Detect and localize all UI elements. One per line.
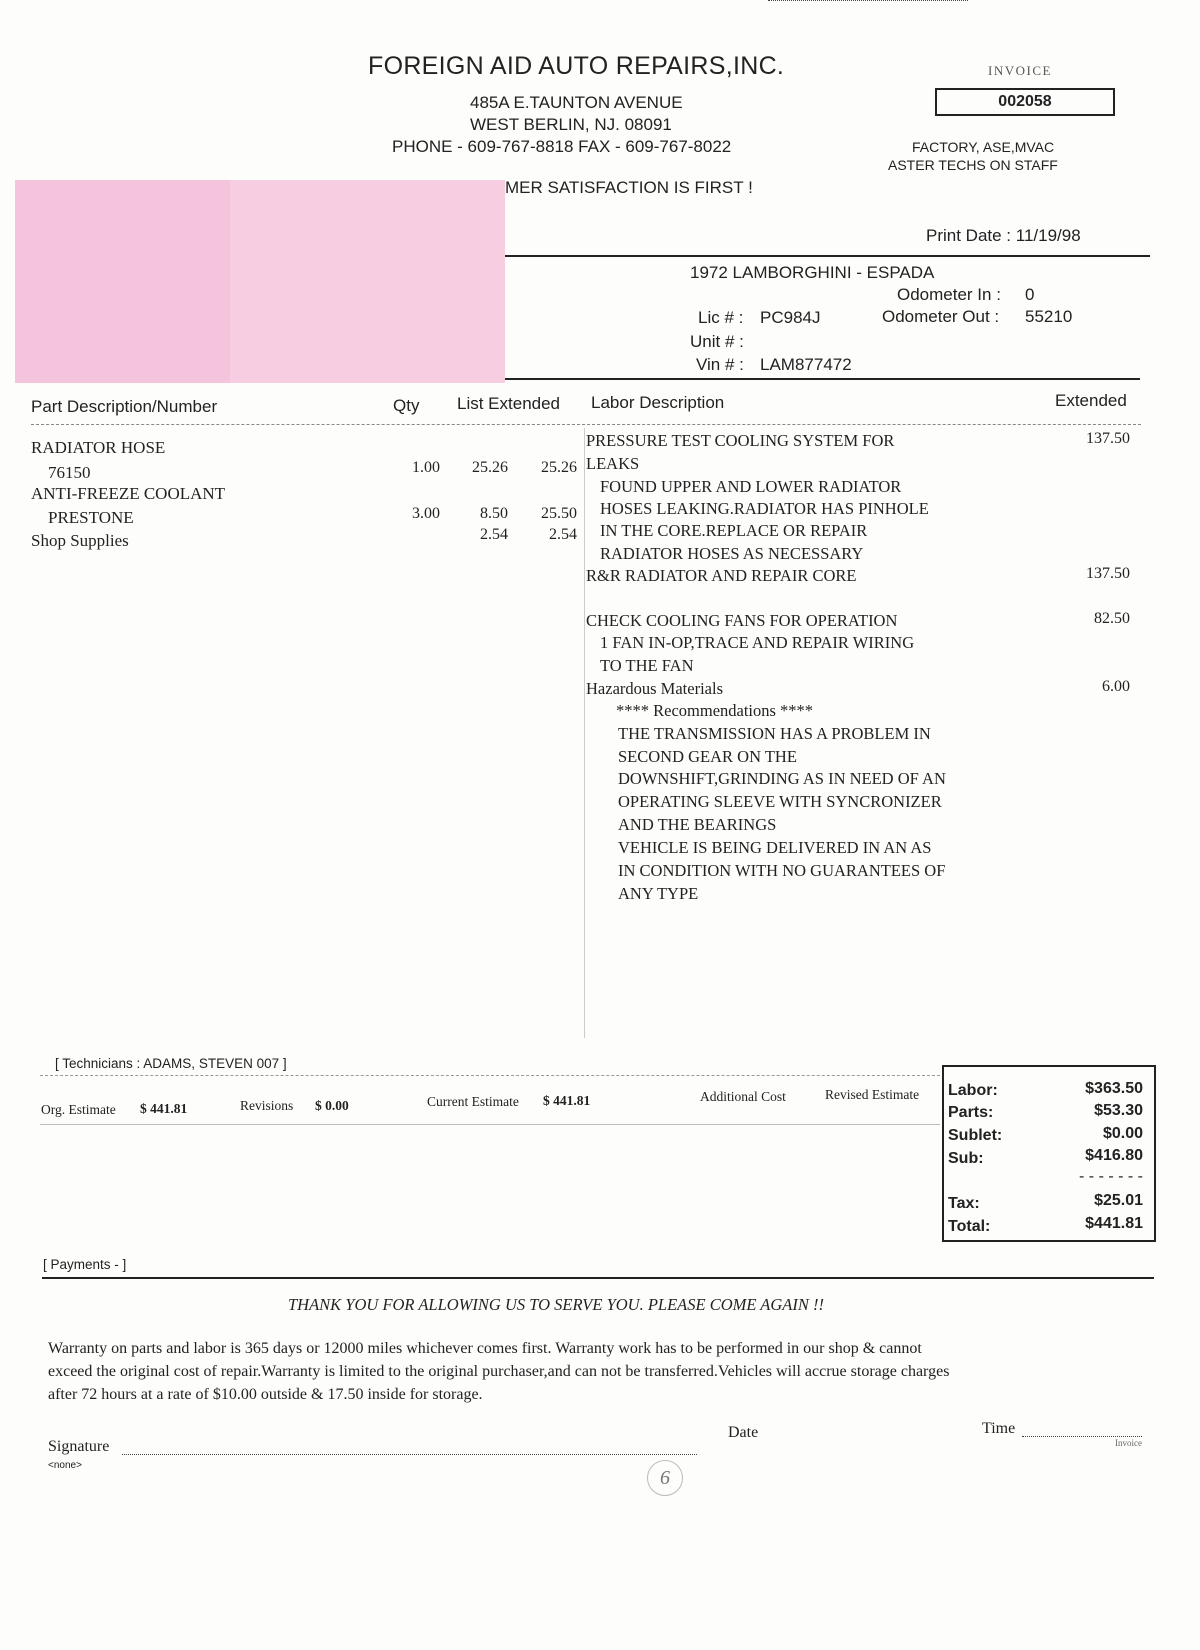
signature-none: <none>	[48, 1460, 82, 1471]
parts-total-label: Parts:	[948, 1104, 994, 1121]
warranty-line-1: Warranty on parts and labor is 365 days or 12000 miles whichever comes first. Warranty work has to be performed in our shop & cannot	[48, 1340, 922, 1357]
part-2-number: PRESTONE	[48, 508, 134, 527]
factory-line-1: FACTORY, ASE,MVAC	[912, 139, 1055, 155]
current-estimate-label: Current Estimate	[427, 1094, 519, 1109]
signature-label: Signature	[48, 1438, 110, 1455]
recommendation-line: OPERATING SLEEVE WITH SYNCRONIZER	[618, 792, 942, 811]
revisions-label: Revisions	[240, 1098, 294, 1113]
address-line-2: WEST BERLIN, NJ. 08091	[470, 115, 672, 134]
odometer-out-label: Odometer Out :	[882, 307, 1000, 326]
labor-line: LEAKS	[586, 454, 640, 473]
sublet-total-value: $0.00	[1102, 1125, 1143, 1142]
factory-line-2: ASTER TECHS ON STAFF	[888, 157, 1058, 173]
invoice-label: INVOICE	[988, 63, 1052, 78]
part-1-list: 25.26	[472, 459, 508, 476]
sub-total-label: Sub:	[948, 1150, 984, 1167]
address-line-1: 485A E.TAUNTON AVENUE	[470, 93, 683, 112]
odometer-out-value: 55210	[1025, 307, 1073, 326]
estimate-rule	[40, 1124, 940, 1125]
labor-line: R&R RADIATOR AND REPAIR CORE	[586, 566, 857, 585]
page-mark: Invoice	[1115, 1438, 1142, 1448]
org-estimate-label: Org. Estimate	[41, 1102, 116, 1117]
warranty-line-2: exceed the original cost of repair.Warranty is limited to the original purchaser,and can not be transferred.Vehicles will accrue storage charges	[48, 1363, 950, 1380]
technicians: [ Technicians : ADAMS, STEVEN 007 ]	[55, 1056, 287, 1071]
col-qty: Qty	[393, 396, 420, 415]
warranty-line-3: after 72 hours at a rate of $10.00 outside & 17.50 inside for storage.	[48, 1386, 483, 1403]
labor-line: PRESSURE TEST COOLING SYSTEM FOR	[586, 431, 895, 450]
labor-total-value: $363.50	[1085, 1080, 1143, 1097]
technicians-rule	[40, 1075, 940, 1076]
labor-extended-3: 82.50	[1094, 610, 1130, 627]
vehicle-divider	[505, 378, 1140, 380]
unit-label: Unit # :	[690, 332, 744, 351]
payments: [ Payments - ]	[43, 1257, 127, 1272]
part-2-description: ANTI-FREEZE COOLANT	[31, 484, 226, 503]
revised-estimate-label: Revised Estimate	[825, 1087, 920, 1102]
vin-value: LAM877472	[760, 355, 852, 374]
labor-line: FOUND UPPER AND LOWER RADIATOR	[600, 477, 902, 496]
time-line	[1022, 1436, 1142, 1437]
slogan: MER SATISFACTION IS FIRST !	[505, 178, 753, 197]
vehicle-model: 1972 LAMBORGHINI - ESPADA	[690, 263, 935, 282]
part-3-extended: 2.54	[549, 526, 577, 543]
labor-extended-2: 137.50	[1086, 565, 1130, 582]
sublet-total-label: Sublet:	[948, 1127, 1003, 1144]
date-line	[768, 0, 968, 1]
payments-rule	[42, 1277, 1154, 1279]
recommendation-line: SECOND GEAR ON THE	[618, 747, 797, 766]
odometer-in-label: Odometer In :	[897, 285, 1001, 304]
labor-extended-4: 6.00	[1102, 678, 1130, 695]
tax-label: Tax:	[948, 1195, 980, 1212]
labor-total-label: Labor:	[948, 1082, 998, 1099]
sub-total-value: $416.80	[1085, 1147, 1143, 1164]
part-1-qty: 1.00	[412, 459, 440, 476]
tax-value: $25.01	[1094, 1192, 1143, 1209]
invoice-number: 002058	[935, 88, 1115, 116]
part-2-extended: 25.50	[541, 505, 577, 522]
labor-line: IN THE CORE.REPLACE OR REPAIR	[600, 521, 868, 540]
labor-line: Hazardous Materials	[586, 679, 723, 698]
labor-extended-1: 137.50	[1086, 430, 1130, 447]
part-1-extended: 25.26	[541, 459, 577, 476]
labor-line: 1 FAN IN-OP,TRACE AND REPAIR WIRING	[600, 633, 915, 652]
time-label: Time	[982, 1420, 1016, 1437]
part-2-list: 8.50	[480, 505, 508, 522]
print-date: Print Date : 11/19/98	[926, 226, 1081, 245]
recommendations-heading: **** Recommendations ****	[616, 701, 814, 720]
part-3-description: Shop Supplies	[31, 531, 129, 550]
labor-line: TO THE FAN	[600, 656, 694, 675]
handwritten-page-number: 6	[647, 1460, 683, 1496]
revisions-value: $ 0.00	[315, 1098, 349, 1113]
org-estimate-value: $ 441.81	[140, 1101, 188, 1116]
vin-label: Vin # :	[696, 355, 744, 374]
totals-divider: - - - - - - -	[1079, 1168, 1143, 1185]
labor-line: CHECK COOLING FANS FOR OPERATION	[586, 611, 898, 630]
recommendation-line: DOWNSHIFT,GRINDING AS IN NEED OF AN	[618, 769, 946, 788]
recommendation-line: AND THE BEARINGS	[618, 815, 777, 834]
col-list-extended: List Extended	[457, 394, 561, 413]
labor-line: RADIATOR HOSES AS NECESSARY	[600, 544, 864, 563]
additional-cost-label: Additional Cost	[700, 1089, 786, 1104]
part-1-description: RADIATOR HOSE	[31, 438, 166, 457]
date-label: Date	[728, 1424, 759, 1441]
recommendation-line: ANY TYPE	[618, 884, 699, 903]
parts-total-value: $53.30	[1094, 1102, 1143, 1119]
col-part-description: Part Description/Number	[31, 397, 218, 416]
recommendation-line: VEHICLE IS BEING DELIVERED IN AN AS	[618, 838, 932, 857]
odometer-in-value: 0	[1025, 285, 1035, 304]
grand-total-value: $441.81	[1085, 1215, 1143, 1232]
column-header-rule	[31, 424, 1141, 425]
recommendation-line: THE TRANSMISSION HAS A PROBLEM IN	[618, 724, 931, 743]
lic-label: Lic # :	[698, 308, 744, 327]
recommendation-line: IN CONDITION WITH NO GUARANTEES OF	[618, 861, 946, 880]
company-name: FOREIGN AID AUTO REPAIRS,INC.	[368, 52, 785, 80]
part-2-qty: 3.00	[412, 505, 440, 522]
part-1-number: 76150	[48, 463, 91, 482]
part-3-list: 2.54	[480, 526, 508, 543]
column-separator	[584, 428, 585, 1038]
signature-line	[122, 1454, 697, 1455]
redaction-block-overlay	[230, 180, 505, 383]
phone-fax: PHONE - 609-767-8818 FAX - 609-767-8022	[392, 137, 732, 156]
lic-value: PC984J	[760, 308, 821, 327]
labor-line: HOSES LEAKING.RADIATOR HAS PINHOLE	[600, 499, 929, 518]
col-labor-description: Labor Description	[591, 393, 725, 412]
current-estimate-value: $ 441.81	[543, 1093, 591, 1108]
header-divider	[505, 255, 1150, 257]
thank-you: THANK YOU FOR ALLOWING US TO SERVE YOU. PLEASE COME AGAIN !!	[288, 1295, 824, 1314]
grand-total-label: Total:	[948, 1218, 991, 1235]
col-extended: Extended	[1055, 391, 1127, 410]
